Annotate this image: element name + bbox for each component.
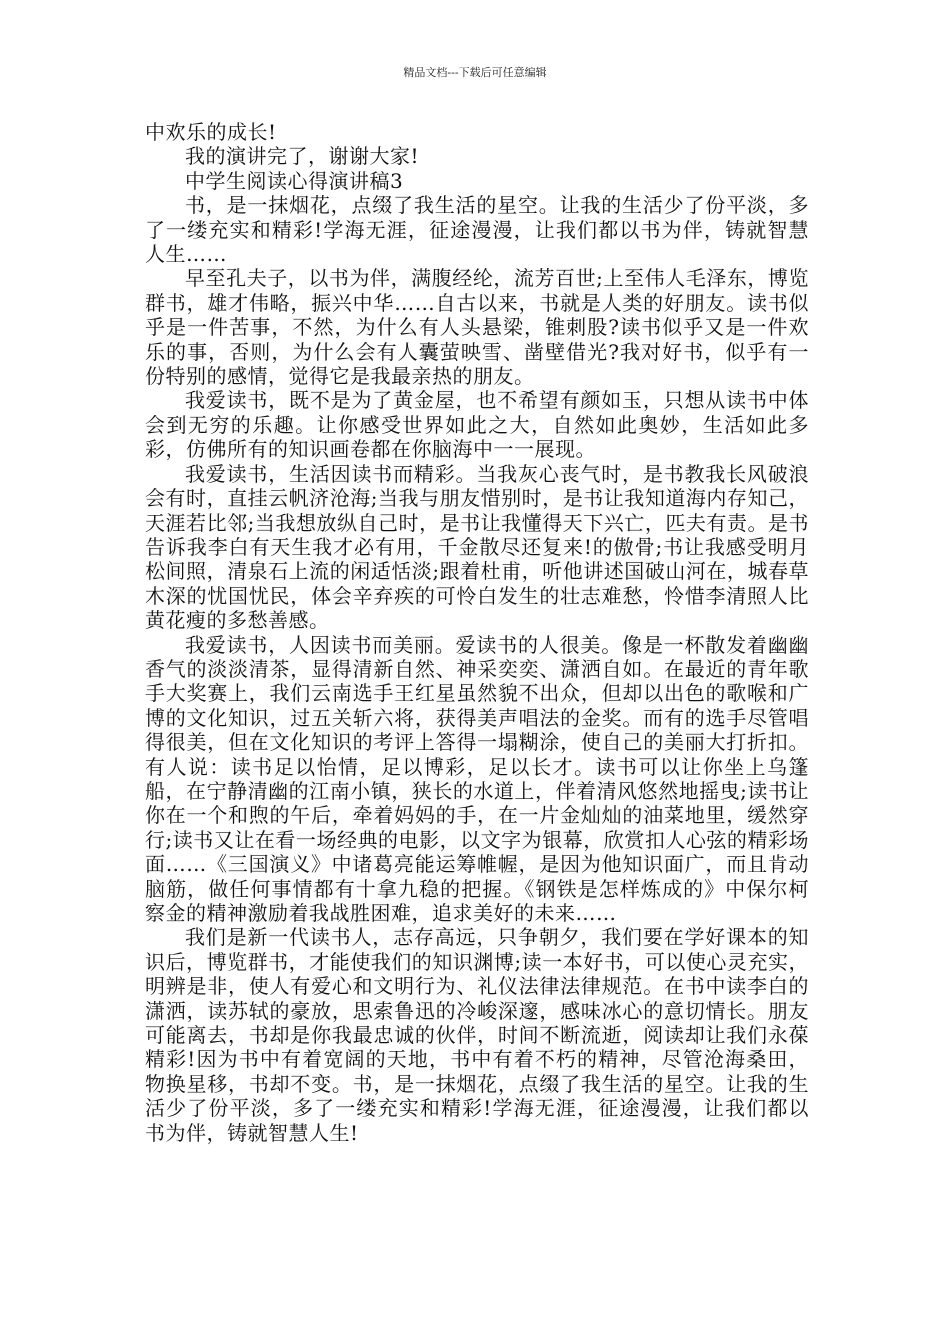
paragraph-4: 早至孔夫子，以书为伴，满腹经纶，流芳百世;上至伟人毛泽东，博览群书，雄才伟略，振兴中华……自古以来，书就是人类的好朋友。读书似乎是一件苦事，不然，为什么有人头悬梁，锥刺股?读书似乎又是一件欢乐的事，否则，为什么会有人囊萤映雪、凿壁借光?我对好书，似乎有一份特别的感情，觉得它是我最亲热的朋友。 [145, 266, 809, 389]
document-body [145, 120, 809, 1145]
paragraph-6: 我爱读书，生活因读书而精彩。当我灰心丧气时，是书教我长风破浪会有时，直挂云帆济沧海;当我与朋友惜别时，是书让我知道海内存知己，天涯若比邻;当我想放纵自己时，是书让我懂得天下兴亡，匹夫有责。是书告诉我李白有天生我才必有用，千金散尽还复来!的傲骨;书让我感受明月松间照，清泉石上流的闲适恬淡;跟着杜甫，听他讲述国破山河在，城春草木深的忧国忧民，体会辛弃疾的可怜白发生的壮志难愁，怜惜李清照人比黄花瘦的多愁善感。 [145, 461, 809, 633]
section-title: 中学生阅读心得演讲稿3 [185, 168, 404, 193]
paragraph-3: 书，是一抹烟花，点缀了我生活的星空。让我的生活少了份平淡，多了一缕充实和精彩!学海无涯，征途漫漫，让我们都以书为伴，铸就智慧人生…… [145, 193, 809, 267]
paragraph-5: 我爱读书，既不是为了黄金屋，也不希望有颜如玉，只想从读书中体会到无穷的乐趣。让你感受世界如此之大，自然如此奥妙，生活如此多彩，仿佛所有的知识画卷都在你脑海中一一展现。 [145, 388, 809, 462]
paragraph-8: 我们是新一代读书人，志存高远，只争朝夕，我们要在学好课本的知识后，博览群书，才能使我们的知识渊博;读一本好书，可以使心灵充实，明辨是非，使人有爱心和文明行为、礼仪法律法律规范。在书中读李白的潇洒，读苏轼的豪放，思索鲁迅的冷峻深邃，感味冰心的意切情长。朋友可能离去，书却是你我最忠诚的伙伴，时间不断流逝，阅读却让我们永葆精彩!因为书中有着宽阔的天地，书中有着不朽的精神，尽管沧海桑田，物换星移，书却不变。书，是一抹烟花，点缀了我生活的星空。让我的生活少了份平淡，多了一缕充实和精彩!学海无涯，征途漫漫，让我们都以书为伴，铸就智慧人生! [145, 925, 809, 1145]
paragraph-1: 中欢乐的成长! [145, 120, 277, 144]
paragraph-2: 我的演讲完了，谢谢大家! [185, 144, 420, 169]
paragraph-7: 我爱读书，人因读书而美丽。爱读书的人很美。像是一杯散发着幽幽香气的淡淡清茶，显得清新自然、神采奕奕、潇洒自如。在最近的青年歌手大奖赛上，我们云南选手王红星虽然貌不出众，但却以出色的歌喉和广博的文化知识，过五关斩六将，获得美声唱法的金奖。而有的选手尽管唱得很美，但在文化知识的考评上答得一塌糊涂，使自己的美丽大打折扣。有人说：读书足以怡情，足以博彩，足以长才。读书可以让你坐上乌篷船，在宁静清幽的江南小镇，狭长的水道上，伴着清风悠然地摇曳;读书让你在一个和煦的午后，牵着妈妈的手，在一片金灿灿的油菜地里，缓然穿行;读书又让在看一场经典的电影，以文字为银幕，欣赏扣人心弦的精彩场面……《三国演义》中诸葛亮能运筹帷幄，是因为他知识面广，而且肯动脑筋，做任何事情都有十拿九稳的把握。《钢铁是怎样炼成的》中保尔柯察金的精神激励着我战胜困难，追求美好的未来…… [145, 632, 809, 925]
page-header: 精品文档---下载后可任意编辑 [403, 66, 547, 79]
